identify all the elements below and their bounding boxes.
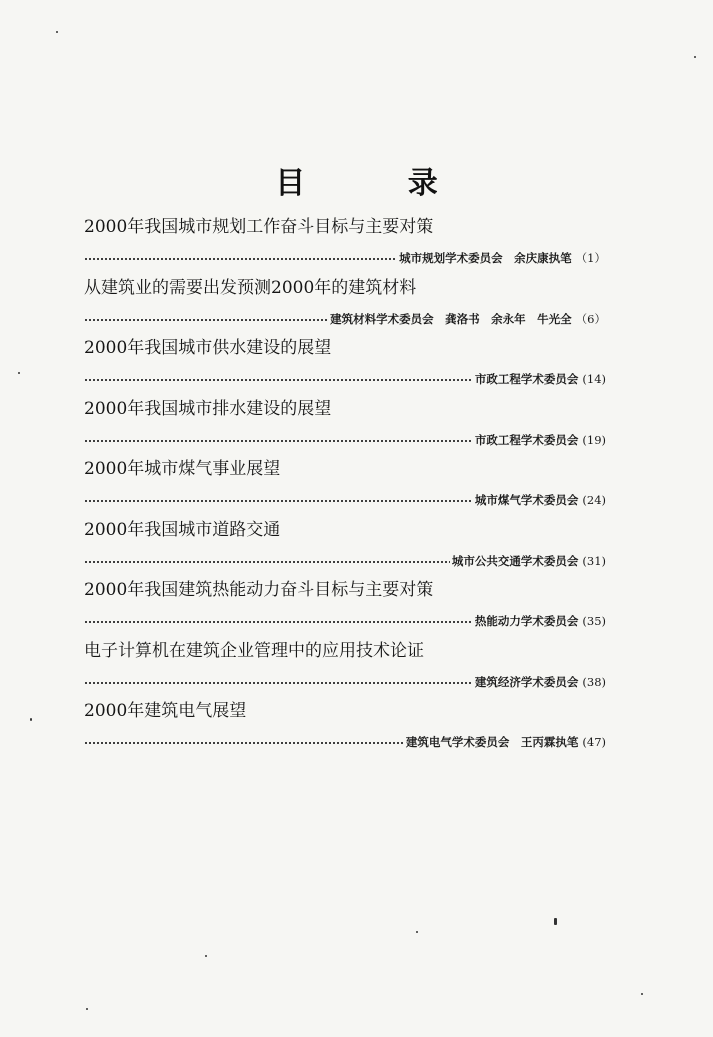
toc-entry[interactable] [84,454,606,515]
toc-entry-attribution: 城市煤气学术委员会 [474,493,579,507]
toc-entry-attribution: 热能动力学术委员会 [474,614,579,628]
toc-entry[interactable] [84,212,606,273]
toc-entry-page: (14) [582,372,606,386]
leader-dots [84,499,473,503]
toc-entry-title: 电子计算机在建筑企业管理中的应用技术论证 [84,640,424,661]
scan-speck [18,372,20,374]
leader-dots [84,620,473,624]
toc-entry-page: (19) [582,432,606,447]
toc-entry-page: （1） [575,251,606,265]
toc-entry-title: 2000年建筑电气展望 [84,701,247,721]
leader-dots [84,741,404,745]
toc-leader-line [84,246,606,266]
toc-entry[interactable] [84,333,606,394]
scan-speck [641,993,643,995]
toc-leader-line [84,367,606,387]
toc-entry-page: (38) [582,674,606,689]
toc-leader-line [84,488,606,508]
toc-entry-attribution: 建筑经济学术委员会 [474,674,579,689]
toc-entry[interactable] [84,636,606,697]
leader-dots [84,681,473,685]
toc-entry-page: (31) [582,553,606,568]
toc-entry-attribution: 市政工程学术委员会 [474,432,579,447]
leader-dots [84,560,450,564]
scan-speck [694,56,696,58]
toc-entry-title: 从建筑业的需要出发预测2000年的建筑材料 [84,277,417,298]
toc-entry-title: 2000年我国城市供水建设的展望 [84,338,332,358]
toc-leader-line [84,549,606,569]
toc-leader-line [84,730,606,750]
toc-entry-attribution: 建筑材料学术委员会 龚洛书 余永年 牛光全 [330,311,572,326]
table-of-contents [84,212,606,757]
toc-entry[interactable] [84,575,606,636]
toc-entry-title: 2000年我国城市规划工作奋斗目标与主要对策 [84,217,434,237]
toc-entry-attribution: 建筑电气学术委员会 王丙霖执笔 [405,735,579,749]
scan-speck [56,31,58,33]
toc-entry-page: (24) [582,493,606,507]
toc-entry-attribution: 市政工程学术委员会 [474,372,579,386]
toc-entry[interactable] [84,515,606,576]
scan-speck [86,1008,88,1010]
toc-entry-title: 2000年我国建筑热能动力奋斗目标与主要对策 [84,580,434,600]
toc-leader-line [84,609,606,629]
page-title: 目 录 [275,166,484,201]
scan-speck [554,918,557,925]
toc-entry[interactable] [84,696,606,757]
leader-dots [84,318,328,322]
scan-speck [205,955,207,957]
leader-dots [84,378,473,382]
leader-dots [84,439,473,443]
toc-entry-page: (35) [582,614,606,628]
toc-entry-page: (47) [582,735,606,749]
toc-leader-line [84,428,606,448]
toc-leader-line [84,307,606,327]
scan-speck [416,931,418,933]
toc-entry-title: 2000年我国城市道路交通 [84,519,281,540]
toc-entry-title: 2000年我国城市排水建设的展望 [84,398,332,419]
toc-leader-line [84,670,606,690]
toc-entry-attribution: 城市公共交通学术委员会 [451,553,579,568]
toc-entry[interactable] [84,394,606,455]
toc-entry-title: 2000年城市煤气事业展望 [84,459,281,479]
scan-speck [30,718,32,721]
toc-entry[interactable] [84,273,606,334]
leader-dots [84,257,397,261]
toc-entry-attribution: 城市规划学术委员会 余庆康执笔 [399,251,572,265]
toc-entry-page: （6） [575,311,606,326]
